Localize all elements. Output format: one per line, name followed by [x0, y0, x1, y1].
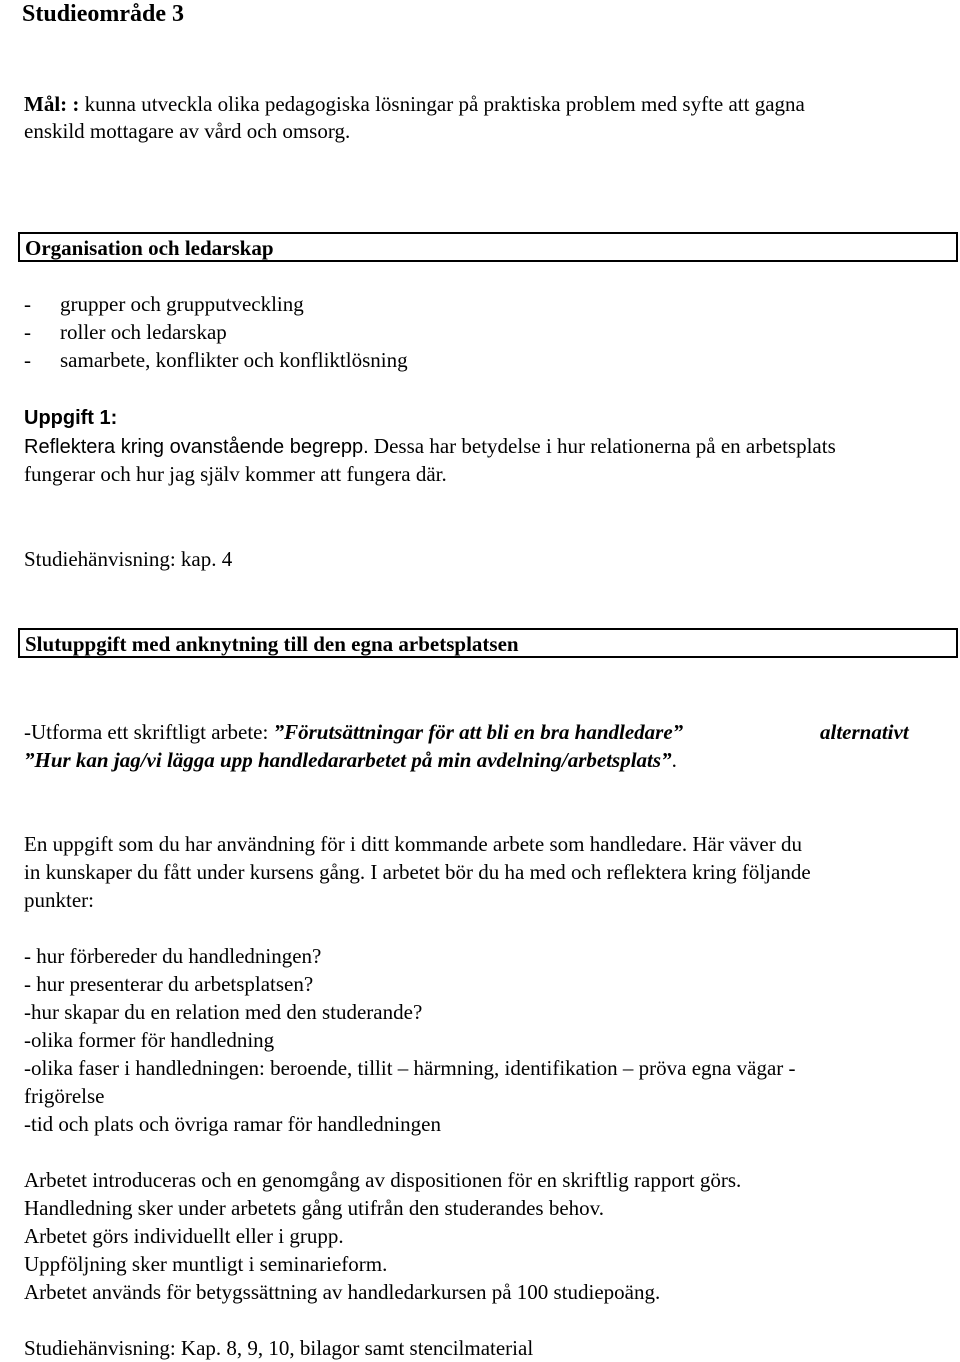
goal-line-1	[24, 90, 805, 118]
point-item: -olika former för handledning	[24, 1028, 275, 1052]
paragraph-line: in kunskaper du fått under kursens gång. I arbetet bör du ha med och reflektera kring följande	[24, 860, 811, 884]
task-line-1: Reflektera kring ovanstående begrepp. Dessa har betydelse i hur relationerna på en arbetsplats	[24, 434, 836, 458]
assignment-line-1: -Utforma ett skriftligt arbete: ”Förutsättningar för att bli en bra handledare”	[24, 720, 684, 744]
page-title: Studieområde 3	[22, 1, 184, 27]
info-line: Uppföljning sker muntligt i seminarieform.	[24, 1252, 388, 1276]
point-item: -olika faser i handledningen: beroende, tillit – härmning, identifikation – pröva egna vägar -	[24, 1056, 796, 1080]
goal-line-2: enskild mottagare av vård och omsorg.	[24, 119, 351, 143]
assignment-line-2: ”Hur kan jag/vi lägga upp handledararbetet på min avdelning/arbetsplats”.	[24, 748, 677, 772]
assignment-alternative: alternativt	[820, 720, 909, 744]
info-line: Arbetet görs individuellt eller i grupp.	[24, 1224, 344, 1248]
point-item: -hur skapar du en relation med den studerande?	[24, 1000, 423, 1024]
study-reference-2: Studiehänvisning: Kap. 8, 9, 10, bilagor samt stencilmaterial	[24, 1336, 534, 1360]
section-organisation-box	[18, 232, 958, 262]
point-item: -tid och plats och övriga ramar för handledningen	[24, 1112, 441, 1136]
list-item: - roller och ledarskap	[24, 320, 227, 344]
goal-text-1: kunna utveckla olika pedagogiska lösningar på praktiska problem med syfte att gagna	[79, 92, 805, 116]
task-label: Uppgift 1:	[24, 407, 118, 429]
task-line-2: fungerar och hur jag själv kommer att fungera där.	[24, 462, 447, 486]
point-item: - hur förbereder du handledningen?	[24, 944, 322, 968]
paragraph-line: En uppgift som du har användning för i ditt kommande arbete som handledare. Här väver du	[24, 832, 802, 856]
section-organisation-title: Organisation och ledarskap	[25, 236, 274, 260]
point-item: frigörelse	[24, 1084, 105, 1108]
section-final-task-box	[18, 628, 958, 658]
list-item: - grupper och grupputveckling	[24, 292, 304, 316]
goal-label: Mål: :	[24, 92, 80, 116]
paragraph-line: punkter:	[24, 888, 94, 912]
info-line: Handledning sker under arbetets gång utifrån den studerandes behov.	[24, 1196, 605, 1220]
info-line: Arbetet används för betygssättning av handledarkursen på 100 studiepoäng.	[24, 1280, 661, 1304]
list-item: - samarbete, konflikter och konfliktlösning	[24, 348, 408, 372]
section-final-task-title: Slutuppgift med anknytning till den egna arbetsplatsen	[25, 632, 519, 656]
point-item: - hur presenterar du arbetsplatsen?	[24, 972, 314, 996]
info-line: Arbetet introduceras och en genomgång av dispositionen för en skriftlig rapport görs.	[24, 1168, 742, 1192]
study-reference-1: Studiehänvisning: kap. 4	[24, 547, 233, 571]
